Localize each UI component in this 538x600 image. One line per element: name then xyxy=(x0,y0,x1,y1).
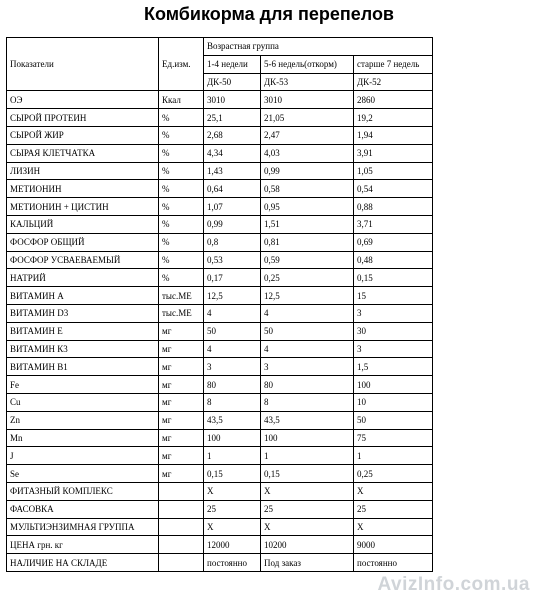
row-value: 25 xyxy=(261,500,354,518)
row-value: 1,43 xyxy=(204,162,261,180)
table-row xyxy=(7,91,433,109)
row-name: СЫРОЙ ЖИР xyxy=(7,126,159,144)
row-name: Zn xyxy=(7,411,159,429)
table-row xyxy=(7,554,433,572)
row-unit: мг xyxy=(159,429,204,447)
table-row xyxy=(7,162,433,180)
feed-table xyxy=(6,37,433,572)
table-row xyxy=(7,304,433,322)
row-value: 80 xyxy=(204,376,261,394)
row-unit: мг xyxy=(159,465,204,483)
table-row xyxy=(7,340,433,358)
row-value: 0,99 xyxy=(204,215,261,233)
row-value: 0,54 xyxy=(354,180,433,198)
row-unit xyxy=(159,554,204,572)
row-value: 100 xyxy=(354,376,433,394)
table-row xyxy=(7,233,433,251)
row-value: 0,88 xyxy=(354,198,433,216)
row-unit: мг xyxy=(159,376,204,394)
row-value: X xyxy=(261,482,354,500)
table-row xyxy=(7,215,433,233)
row-value: 0,25 xyxy=(354,465,433,483)
row-name: НАТРИЙ xyxy=(7,269,159,287)
watermark-logo: AvizInfo.com.ua xyxy=(377,574,530,595)
row-name: МЕТИОНИН xyxy=(7,180,159,198)
row-name: ВИТАМИН А xyxy=(7,287,159,305)
row-value: 4 xyxy=(204,340,261,358)
row-value: 1,05 xyxy=(354,162,433,180)
table-row xyxy=(7,518,433,536)
row-unit: Ккал xyxy=(159,91,204,109)
row-value: 12,5 xyxy=(204,287,261,305)
row-value: 4 xyxy=(261,304,354,322)
row-value: 0,99 xyxy=(261,162,354,180)
row-value: 0,48 xyxy=(354,251,433,269)
row-value: 9000 xyxy=(354,536,433,554)
row-value: 19,2 xyxy=(354,109,433,127)
row-value: 0,69 xyxy=(354,233,433,251)
row-name: МУЛЬТИЭНЗИМНАЯ ГРУППА xyxy=(7,518,159,536)
row-name: СЫРАЯ КЛЕТЧАТКА xyxy=(7,144,159,162)
header-code: ДК-50 xyxy=(204,73,261,91)
page-title: Комбикорма для перепелов xyxy=(143,4,394,24)
row-value: 8 xyxy=(261,393,354,411)
row-value: 0,15 xyxy=(354,269,433,287)
table-row xyxy=(7,500,433,518)
row-value: 0,25 xyxy=(261,269,354,287)
row-value: 15 xyxy=(354,287,433,305)
row-unit: % xyxy=(159,126,204,144)
table-row xyxy=(7,322,433,340)
table-row xyxy=(7,447,433,465)
row-unit xyxy=(159,518,204,536)
table-row xyxy=(7,411,433,429)
row-unit: % xyxy=(159,215,204,233)
row-value: 3 xyxy=(354,304,433,322)
row-name: Fe xyxy=(7,376,159,394)
row-value: 43,5 xyxy=(261,411,354,429)
row-value: 100 xyxy=(204,429,261,447)
row-value: 1,07 xyxy=(204,198,261,216)
header-code: ДК-52 xyxy=(354,73,433,91)
row-value: 10200 xyxy=(261,536,354,554)
row-unit: мг xyxy=(159,358,204,376)
table-row xyxy=(7,180,433,198)
table-row xyxy=(7,429,433,447)
row-value: 1 xyxy=(354,447,433,465)
row-name: ФОСФОР УСВАЕВАЕМЫЙ xyxy=(7,251,159,269)
row-unit xyxy=(159,500,204,518)
row-value: X xyxy=(204,482,261,500)
row-name: КАЛЬЦИЙ xyxy=(7,215,159,233)
row-value: 4 xyxy=(204,304,261,322)
row-unit: % xyxy=(159,269,204,287)
row-unit: % xyxy=(159,180,204,198)
table-row xyxy=(7,109,433,127)
row-value: 30 xyxy=(354,322,433,340)
row-name: Se xyxy=(7,465,159,483)
row-value: 1,94 xyxy=(354,126,433,144)
table-row xyxy=(7,536,433,554)
header-age: 1-4 недели xyxy=(204,55,261,73)
row-unit: % xyxy=(159,109,204,127)
row-value: 100 xyxy=(261,429,354,447)
row-value: 0,64 xyxy=(204,180,261,198)
table-row xyxy=(7,393,433,411)
row-value: 25 xyxy=(354,500,433,518)
row-value: X xyxy=(354,482,433,500)
row-value: 1,5 xyxy=(354,358,433,376)
row-unit xyxy=(159,536,204,554)
row-name: ВИТАМИН Е xyxy=(7,322,159,340)
row-value: 43,5 xyxy=(204,411,261,429)
row-name: ВИТАМИН К3 xyxy=(7,340,159,358)
row-value: 2860 xyxy=(354,91,433,109)
row-value: 1 xyxy=(261,447,354,465)
header-age-group: Возрастная группа xyxy=(204,38,433,56)
table-row xyxy=(7,144,433,162)
table-row xyxy=(7,465,433,483)
row-value: 3 xyxy=(204,358,261,376)
row-name: ФОСФОР ОБЩИЙ xyxy=(7,233,159,251)
row-value: 12,5 xyxy=(261,287,354,305)
table-row xyxy=(7,269,433,287)
row-value: 3,71 xyxy=(354,215,433,233)
row-value: X xyxy=(261,518,354,536)
row-value: 4,03 xyxy=(261,144,354,162)
row-unit: % xyxy=(159,233,204,251)
row-value: 0,17 xyxy=(204,269,261,287)
row-unit: тыс.МЕ xyxy=(159,304,204,322)
row-name: ВИТАМИН D3 xyxy=(7,304,159,322)
header-row xyxy=(7,38,433,56)
row-unit: мг xyxy=(159,411,204,429)
table-row xyxy=(7,251,433,269)
row-unit: тыс.МЕ xyxy=(159,287,204,305)
row-name: ЛИЗИН xyxy=(7,162,159,180)
header-code: ДК-53 xyxy=(261,73,354,91)
row-value: постоянно xyxy=(204,554,261,572)
row-value: 3010 xyxy=(204,91,261,109)
header-age: старше 7 недель xyxy=(354,55,433,73)
row-value: 80 xyxy=(261,376,354,394)
row-value: 4,34 xyxy=(204,144,261,162)
row-value: 4 xyxy=(261,340,354,358)
table-row xyxy=(7,358,433,376)
row-name: ЦЕНА грн. кг xyxy=(7,536,159,554)
row-unit xyxy=(159,482,204,500)
row-value: 1 xyxy=(204,447,261,465)
row-value: 75 xyxy=(354,429,433,447)
row-value: 0,95 xyxy=(261,198,354,216)
row-unit: % xyxy=(159,251,204,269)
row-value: 50 xyxy=(354,411,433,429)
row-value: 50 xyxy=(261,322,354,340)
row-value: 8 xyxy=(204,393,261,411)
row-unit: % xyxy=(159,162,204,180)
row-value: 0,8 xyxy=(204,233,261,251)
table-row xyxy=(7,287,433,305)
row-value: 3 xyxy=(354,340,433,358)
row-name: ФИТАЗНЫЙ КОМПЛЕКС xyxy=(7,482,159,500)
table-row xyxy=(7,482,433,500)
row-unit: мг xyxy=(159,340,204,358)
header-unit: Ед.изм. xyxy=(159,38,204,91)
row-unit: % xyxy=(159,198,204,216)
row-value: 12000 xyxy=(204,536,261,554)
row-value: 3,91 xyxy=(354,144,433,162)
row-value: 0,58 xyxy=(261,180,354,198)
row-unit: мг xyxy=(159,322,204,340)
row-value: 2,68 xyxy=(204,126,261,144)
row-value: 2,47 xyxy=(261,126,354,144)
table-row xyxy=(7,376,433,394)
row-name: J xyxy=(7,447,159,465)
row-value: 0,59 xyxy=(261,251,354,269)
row-value: 0,15 xyxy=(204,465,261,483)
row-value: 1,51 xyxy=(261,215,354,233)
row-value: 0,81 xyxy=(261,233,354,251)
row-value: 0,15 xyxy=(261,465,354,483)
row-value: 3010 xyxy=(261,91,354,109)
row-value: 25 xyxy=(204,500,261,518)
row-name: ФАСОВКА xyxy=(7,500,159,518)
row-value: 10 xyxy=(354,393,433,411)
header-age: 5-6 недель(откорм) xyxy=(261,55,354,73)
row-value: 21,05 xyxy=(261,109,354,127)
row-value: постоянно xyxy=(354,554,433,572)
row-value: Под заказ xyxy=(261,554,354,572)
row-unit: мг xyxy=(159,447,204,465)
row-unit: мг xyxy=(159,393,204,411)
row-value: 0,53 xyxy=(204,251,261,269)
row-value: X xyxy=(204,518,261,536)
row-value: X xyxy=(354,518,433,536)
table-row xyxy=(7,126,433,144)
row-value: 3 xyxy=(261,358,354,376)
row-unit: % xyxy=(159,144,204,162)
row-name: МЕТИОНИН + ЦИСТИН xyxy=(7,198,159,216)
row-name: СЫРОЙ ПРОТЕИН xyxy=(7,109,159,127)
header-indicators: Показатели xyxy=(7,38,159,91)
row-name: Mn xyxy=(7,429,159,447)
row-value: 25,1 xyxy=(204,109,261,127)
row-name: ОЭ xyxy=(7,91,159,109)
table-row xyxy=(7,198,433,216)
row-name: ВИТАМИН В1 xyxy=(7,358,159,376)
row-name: НАЛИЧИЕ НА СКЛАДЕ xyxy=(7,554,159,572)
row-name: Cu xyxy=(7,393,159,411)
row-value: 50 xyxy=(204,322,261,340)
